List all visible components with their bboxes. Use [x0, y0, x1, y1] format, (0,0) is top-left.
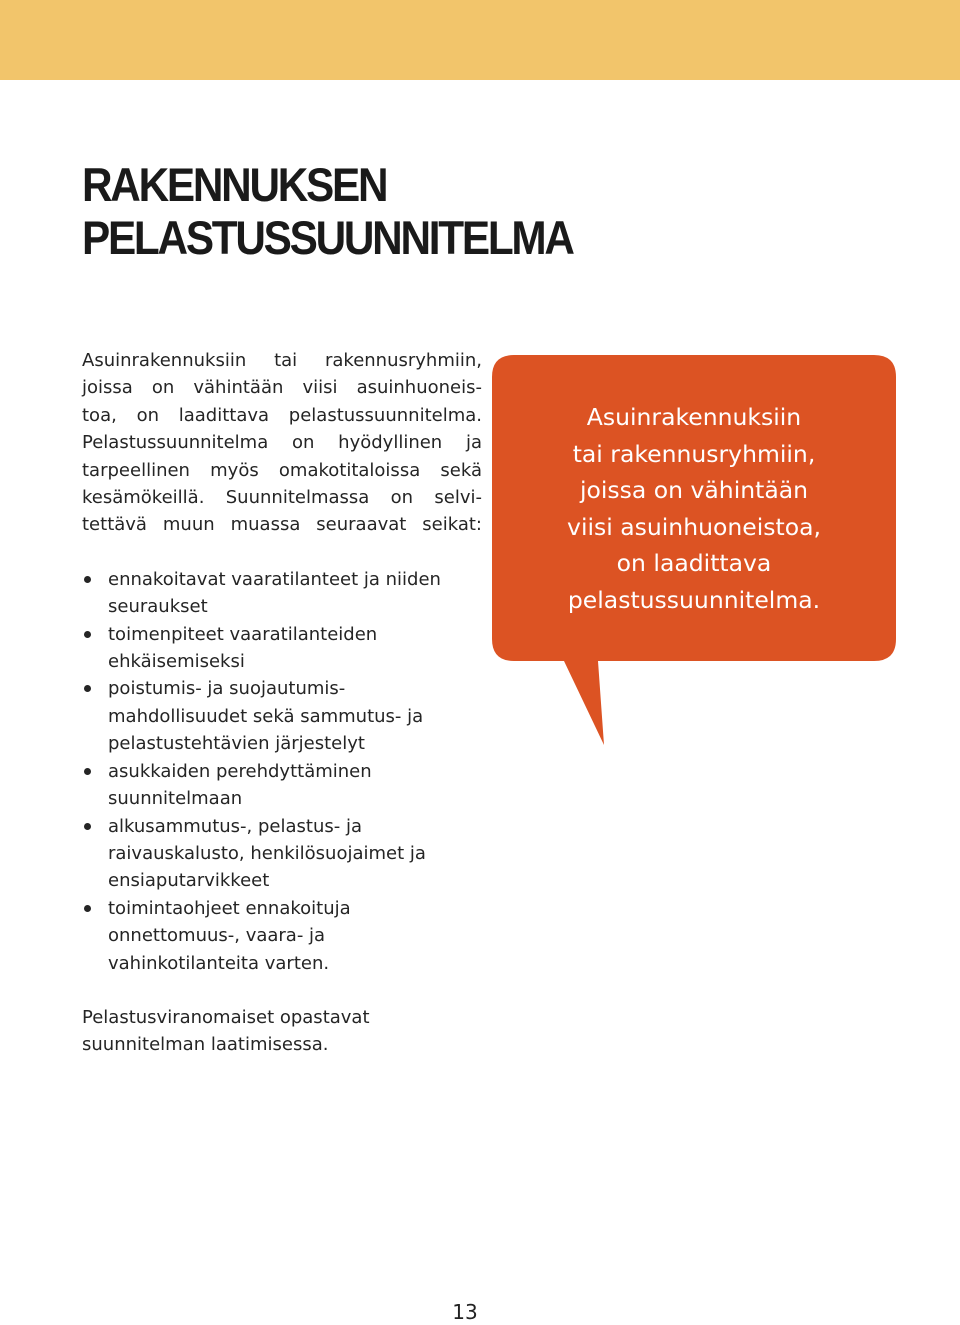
speech-bubble-callout [492, 355, 896, 745]
bullet-list [82, 566, 482, 977]
list-item-line: ensiaputarvikkeet [108, 870, 270, 892]
intro-line: toa, on laadittava pelastussuunnitelma. [82, 404, 482, 426]
callout-line: tai rakennusryhmiin, [572, 439, 816, 468]
callout-line: Asuinrakennuksiin [586, 403, 802, 431]
callout-line: pelastussuunnitelma. [567, 585, 821, 614]
list-item-line: mahdollisuudet sekä sammutus- ja [108, 705, 424, 727]
page-title [82, 158, 573, 264]
list-item-line: onnettomuus-, vaara- ja [108, 925, 326, 947]
list-item-line: poistumis- ja suojautumis- [108, 678, 346, 700]
callout-line: joissa on vähintään [579, 476, 809, 505]
body-text-column [82, 347, 482, 1059]
callout-text [492, 399, 896, 619]
intro-line: Asuinrakennuksiin tai rakennusryhmiin, [82, 350, 482, 371]
list-item-line: vahinkotilanteita varten. [108, 952, 330, 974]
closing-paragraph [82, 1004, 482, 1059]
list-item-line: ehkäisemiseksi [108, 651, 245, 673]
list-item [82, 566, 482, 621]
intro-paragraph [82, 347, 482, 539]
list-item-line: ennakoitavat vaaratilanteet ja niiden [108, 568, 441, 590]
list-item-line: pelastustehtävien järjestelyt [108, 733, 365, 755]
closing-line: Pelastusviranomaiset opastavat [82, 1006, 370, 1028]
callout-line: on laadittava [616, 549, 772, 578]
list-item [82, 813, 482, 895]
intro-line: tarpeellinen myös omakotitaloissa sekä [82, 459, 482, 481]
intro-line: joissa on vähintään viisi asuinhuoneis- [82, 377, 482, 399]
list-item [82, 895, 482, 977]
list-item-line: toimenpiteet vaaratilanteiden [108, 623, 378, 645]
list-item-line: raivauskalusto, henkilösuojaimet ja [108, 842, 426, 864]
intro-line: kesämökeillä. Suunnitelmassa on selvi- [82, 487, 482, 509]
intro-line: Pelastussuunnitelma on hyödyllinen ja [82, 432, 482, 454]
intro-line: tettävä muun muassa seuraavat seikat: [82, 514, 482, 536]
page-title-line-2: PELASTUSSUUNNITELMA [82, 211, 573, 264]
list-item [82, 621, 482, 676]
list-item-line: asukkaiden perehdyttäminen [108, 760, 372, 782]
list-item-line: seuraukset [108, 596, 208, 618]
list-item [82, 675, 482, 757]
closing-line: suunnitelman laatimisessa. [82, 1034, 329, 1056]
page-number: 13 [452, 1300, 478, 1324]
list-item-line: toimintaohjeet ennakoituja [108, 897, 351, 919]
list-item [82, 758, 482, 813]
top-color-band [0, 0, 960, 80]
list-item-line: suunnitelmaan [108, 788, 243, 810]
page-title-line-1: RAKENNUKSEN [82, 158, 387, 211]
callout-line: viisi asuinhuoneistoa, [567, 512, 821, 541]
list-item-line: alkusammutus-, pelastus- ja [108, 815, 362, 837]
